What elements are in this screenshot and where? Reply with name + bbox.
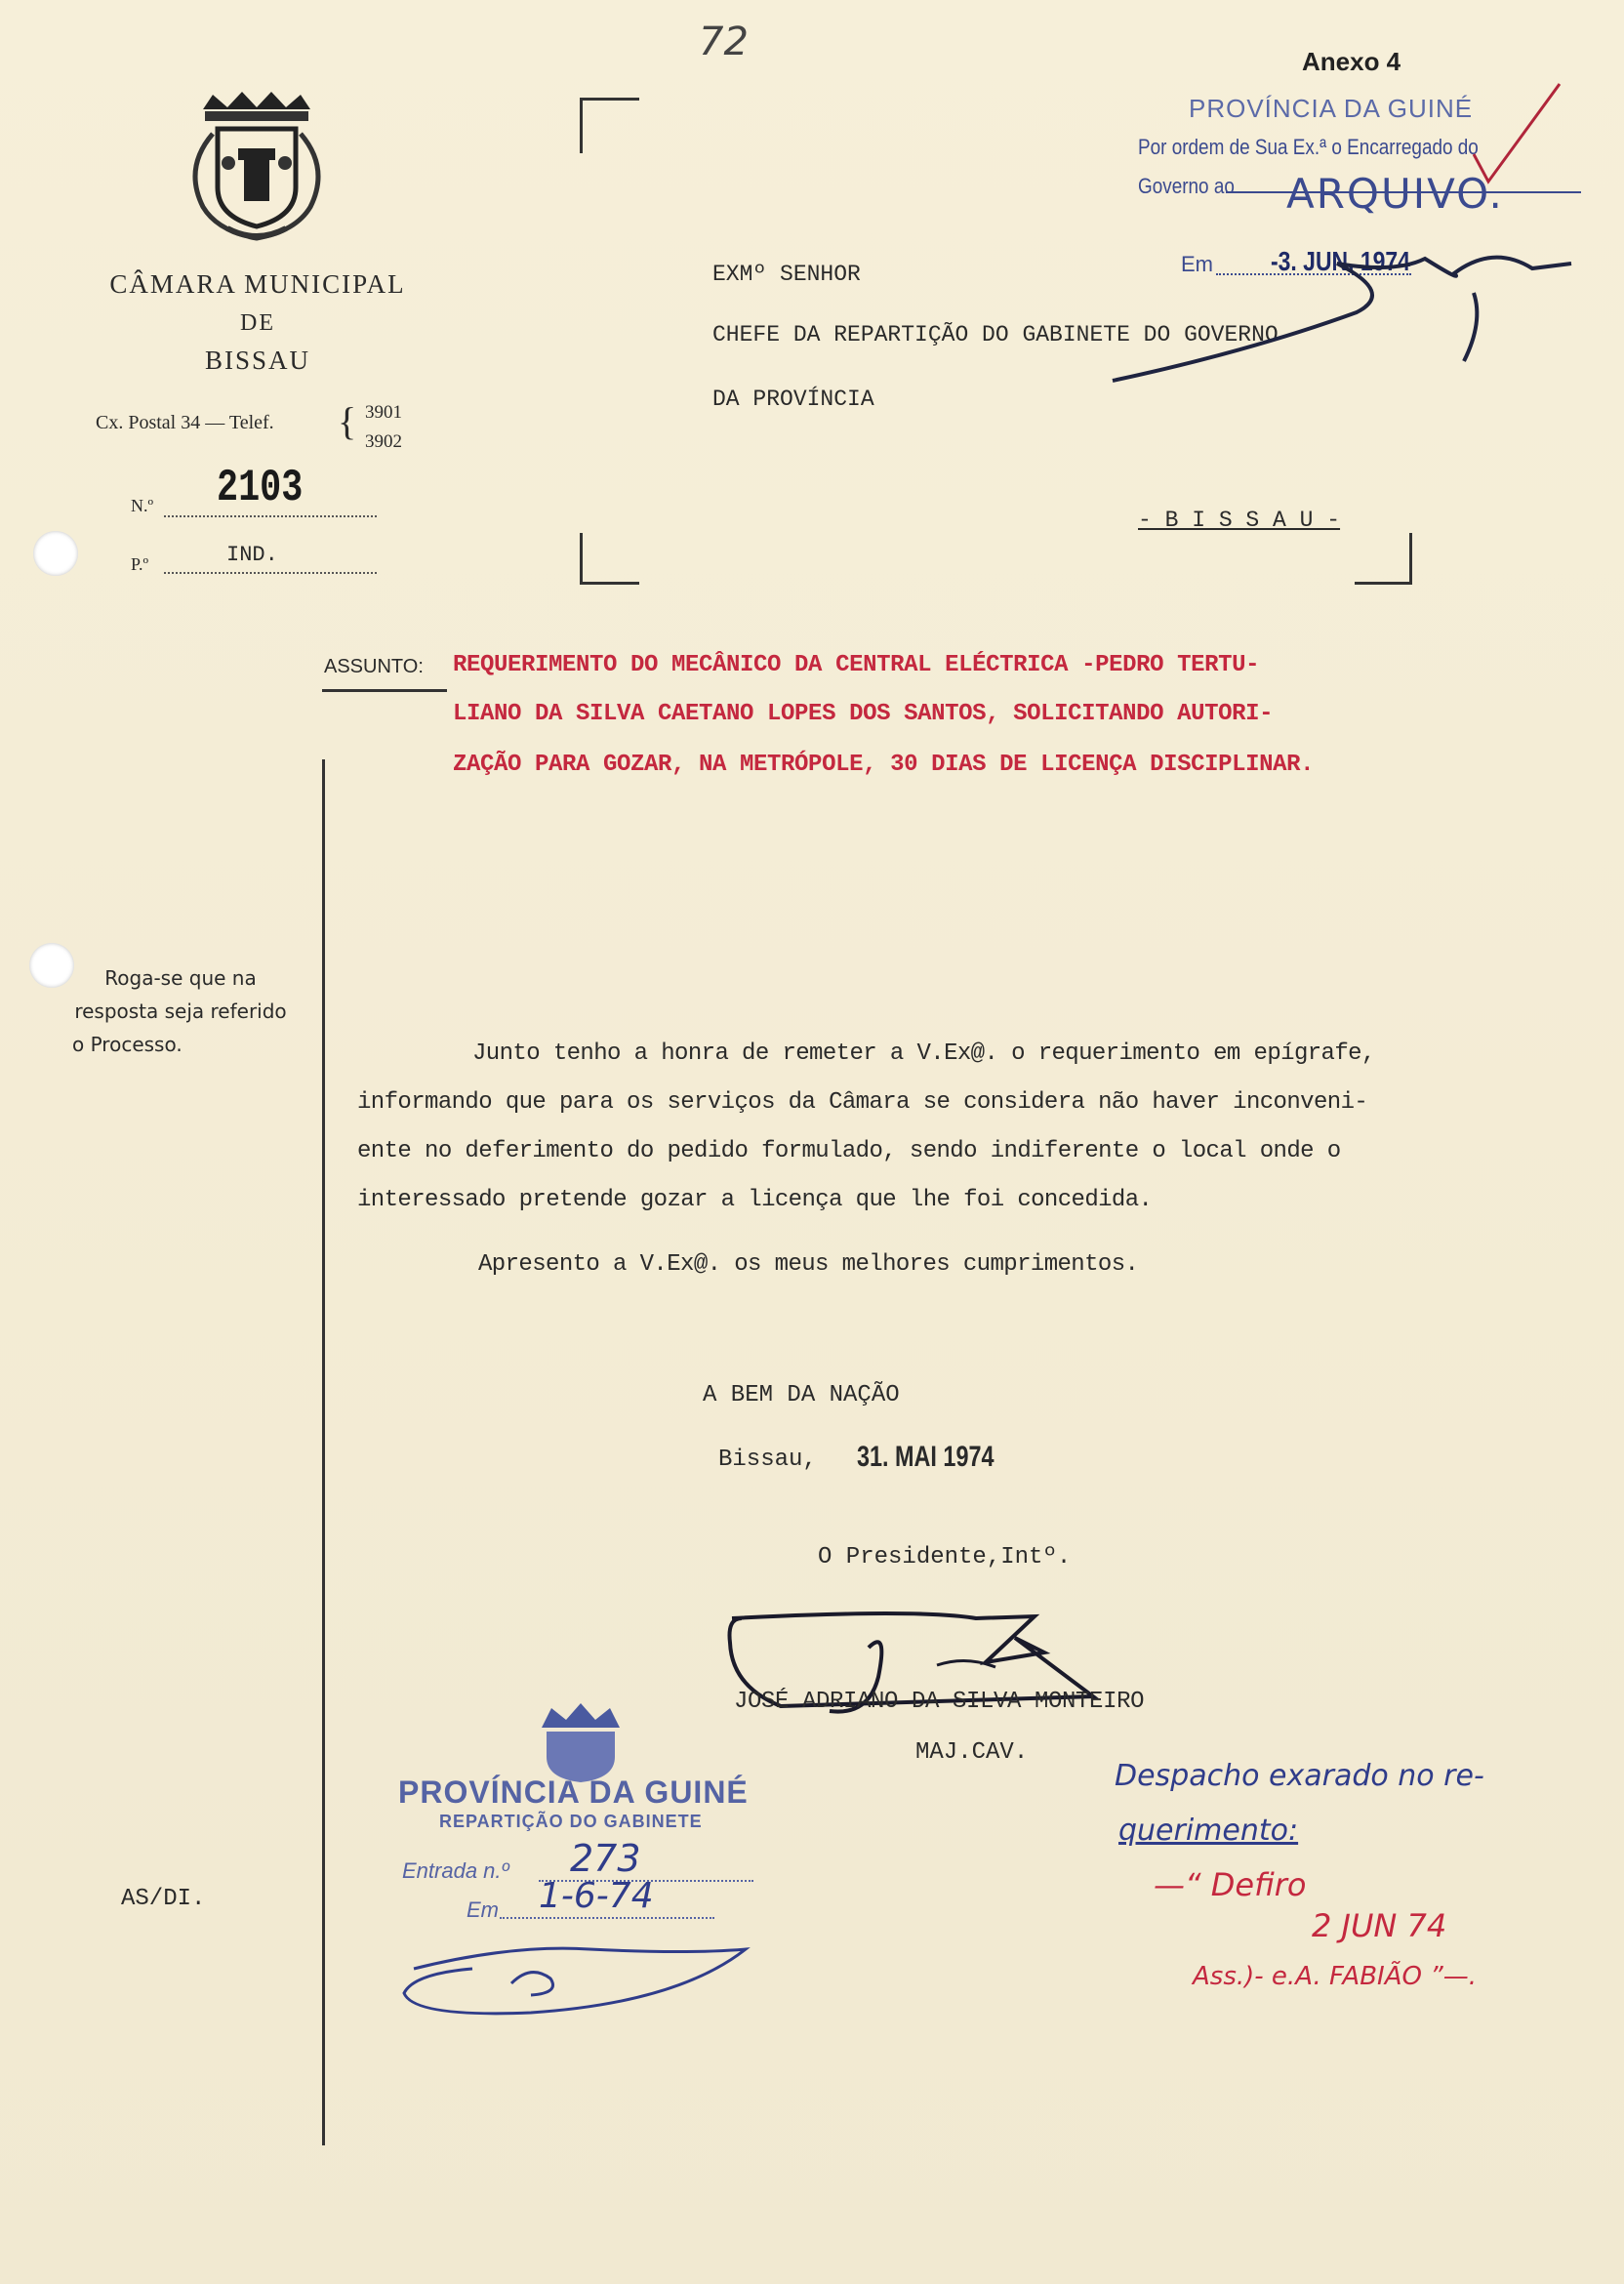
addressee-province: DA PROVÍNCIA [712,387,874,412]
body-p1-line-2: informando que para os serviços da Câmara se considera não haver inconveni- [357,1089,1368,1116]
despacho-line-4: 2 JUN 74 [1312,1907,1447,1944]
subject-line-2: LIANO DA SILVA CAETANO LOPES DOS SANTOS, SOLICITANDO AUTORI- [453,701,1274,727]
phone-brace: { [338,399,357,443]
despacho-line-5: Ass.)- e.A. FABIÃO ”—. [1193,1962,1477,1991]
signer-name: JOSÉ ADRIANO DA SILVA MONTEIRO [734,1689,1145,1715]
issuer-city: BISSAU [204,346,311,375]
subject-line-1: REQUERIMENTO DO MECÂNICO DA CENTRAL ELÉCTRICA -PEDRO TERTU- [453,652,1260,678]
number-label: N.º [131,496,154,515]
margin-note-line-2: resposta seja referido [74,999,287,1023]
body-p1-line-3: ente no deferimento do pedido formulado, sendo indiferente o local onde o [357,1138,1341,1164]
stamp-bottom-date: 1-6-74 [539,1876,654,1916]
stamp-top-province: PROVÍNCIA DA GUINÉ [1189,94,1474,123]
stamp-bottom-province: PROVÍNCIA DA GUINÉ [398,1774,749,1810]
subject-label: ASSUNTO: [324,656,424,677]
phone-2: 3902 [365,431,402,452]
despacho-line-1: Despacho exarado no re- [1115,1759,1484,1793]
despacho-line-3: —“ Defiro [1154,1866,1307,1903]
process-value: IND. [226,543,278,567]
margin-note-line-3: o Processo. [72,1033,183,1056]
phone-1: 3901 [365,402,402,423]
addressee-office: CHEFE DA REPARTIÇÃO DO GABINETE DO GOVERNO [712,322,1279,347]
body-p1-line-4: interessado pretende gozar a licença que lhe foi concedida. [357,1187,1153,1213]
addressee-salutation: EXMº SENHOR [712,262,861,287]
number-value: 2103 [217,463,304,513]
stamp-signature-icon [394,1925,765,2042]
stamp-top-date: -3. JUN. 1974 [1271,246,1410,276]
signature-top-icon [1103,234,1591,400]
stamp-emblem-icon [527,1698,634,1786]
number-line [164,515,377,517]
despacho-line-2: querimento: [1118,1814,1299,1848]
stamp-bottom-entry-label: Entrada n.º [402,1858,509,1883]
annex-label: Anexo 4 [1302,47,1401,76]
address-bracket-top-left [580,98,639,153]
body-p1-line-1: Junto tenho a honra de remeter a V.Ex@. o requerimento em epígrafe, [472,1040,1375,1067]
initials: AS/DI. [121,1886,206,1912]
addressee-city: - B I S S A U - [1138,508,1341,533]
address-bracket-bottom-left [580,533,639,585]
issuer-name: CÂMARA MUNICIPAL [109,269,406,299]
signer-rank: MAJ.CAV. [915,1739,1029,1766]
body-p2: Apresento a V.Ex@. os meus melhores cumprimentos. [478,1251,1139,1278]
date: 31. MAI 1974 [857,1441,995,1473]
stamp-bottom-entry-value: 273 [570,1837,641,1880]
stamp-bottom-office: REPARTIÇÃO DO GABINETE [439,1812,703,1831]
process-line [164,572,377,574]
punch-hole [33,531,78,576]
coat-of-arms-icon [174,90,340,246]
subject-line-3: ZAÇÃO PARA GOZAR, NA METRÓPOLE, 30 DIAS DE LICENÇA DISCIPLINAR. [453,752,1315,778]
stamp-bottom-date-label: Em [467,1897,499,1922]
stamp-top-order: Por ordem de Sua Ex.ª o Encarregado do [1138,135,1479,159]
address-bracket-bottom-right [1355,533,1412,585]
stamp-top-governo: Governo ao [1138,174,1235,198]
stamp-top-date-label: Em [1181,252,1213,276]
stamp-bottom-date-line [500,1917,714,1919]
process-label: P.º [131,554,149,574]
margin-note-line-1: Roga-se que na [104,966,257,990]
issuer-de: DE [240,310,275,336]
page-number: 72 [699,20,749,64]
stamp-top-destination: ARQUIVO. [1286,170,1504,218]
closing: A BEM DA NAÇÃO [703,1382,900,1408]
postal-info: Cx. Postal 34 — Telef. [96,412,274,433]
margin-rule [322,759,325,2145]
signer-title: O Presidente,Intº. [818,1544,1072,1570]
subject-underline [322,689,447,692]
place: Bissau, [718,1447,817,1473]
check-mark-icon [1435,76,1571,193]
